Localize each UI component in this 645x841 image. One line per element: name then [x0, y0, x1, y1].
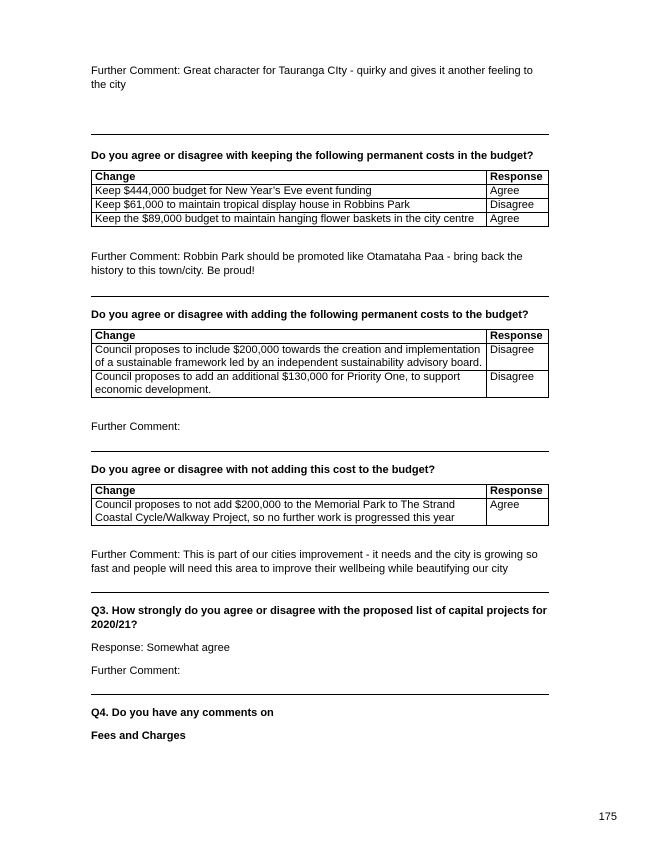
table-header-row [92, 485, 549, 499]
q3-response: Response: Somewhat agree [91, 642, 230, 654]
section1-table [91, 170, 549, 227]
section2-question: Do you agree or disagree with adding the following permanent costs to the budget? [91, 309, 529, 321]
divider [91, 592, 549, 593]
section3-comment: Further Comment: This is part of our cities improvement - it needs and the city is growing so fast and people will need this area to improve their wellbeing while beautifying our city [91, 549, 538, 575]
section2-comment: Further Comment: [91, 421, 181, 433]
response-cell: Agree [487, 499, 549, 526]
change-cell: Council proposes to include $200,000 towards the creation and implementation of a sustainable framework led by an independent sustainability advisory board. [92, 344, 487, 371]
change-cell: Council proposes to add an additional $130,000 for Priority One, to support economic development. [92, 371, 487, 398]
change-cell: Keep the $89,000 budget to maintain hanging flower baskets in the city centre [92, 213, 487, 227]
table-row [92, 371, 549, 398]
divider [91, 694, 549, 695]
section3-table [91, 484, 549, 526]
divider [91, 296, 549, 297]
table-header-row [92, 171, 549, 185]
response-cell: Disagree [487, 344, 549, 371]
table-header-row [92, 330, 549, 344]
section1-comment: Further Comment: Robbin Park should be promoted like Otamataha Paa - bring back the history to this town/city. Be proud! [91, 251, 523, 277]
response-cell: Agree [487, 185, 549, 199]
table-row [92, 199, 549, 213]
q4-question: Q4. Do you have any comments on [91, 707, 274, 719]
q4-subheading: Fees and Charges [91, 730, 186, 742]
change-header: Change [92, 485, 487, 499]
response-cell: Disagree [487, 199, 549, 213]
response-cell: Agree [487, 213, 549, 227]
table-row [92, 213, 549, 227]
table-row [92, 344, 549, 371]
response-cell: Disagree [487, 371, 549, 398]
section2-table [91, 329, 549, 398]
page-content [91, 64, 549, 743]
divider [91, 134, 549, 135]
table-row [92, 499, 549, 526]
further-comment-1: Further Comment: Great character for Tauranga CIty - quirky and gives it another feeling to the city [91, 65, 533, 91]
response-header: Response [487, 171, 549, 185]
change-header: Change [92, 171, 487, 185]
q3-comment: Further Comment: [91, 665, 181, 677]
q3-question: Q3. How strongly do you agree or disagree with the proposed list of capital projects for 2020/21? [91, 605, 547, 631]
page-number: 175 [598, 811, 617, 823]
section3-question: Do you agree or disagree with not adding this cost to the budget? [91, 464, 436, 476]
section1-question: Do you agree or disagree with keeping the following permanent costs in the budget? [91, 150, 534, 162]
change-cell: Council proposes to not add $200,000 to the Memorial Park to The Strand Coastal Cycle/Walkway Project, so no further work is progressed this year [92, 499, 487, 526]
response-header: Response [487, 330, 549, 344]
change-header: Change [92, 330, 487, 344]
change-cell: Keep $444,000 budget for New Year’s Eve event funding [92, 185, 487, 199]
response-header: Response [487, 485, 549, 499]
divider [91, 451, 549, 452]
table-row [92, 185, 549, 199]
change-cell: Keep $61,000 to maintain tropical display house in Robbins Park [92, 199, 487, 213]
